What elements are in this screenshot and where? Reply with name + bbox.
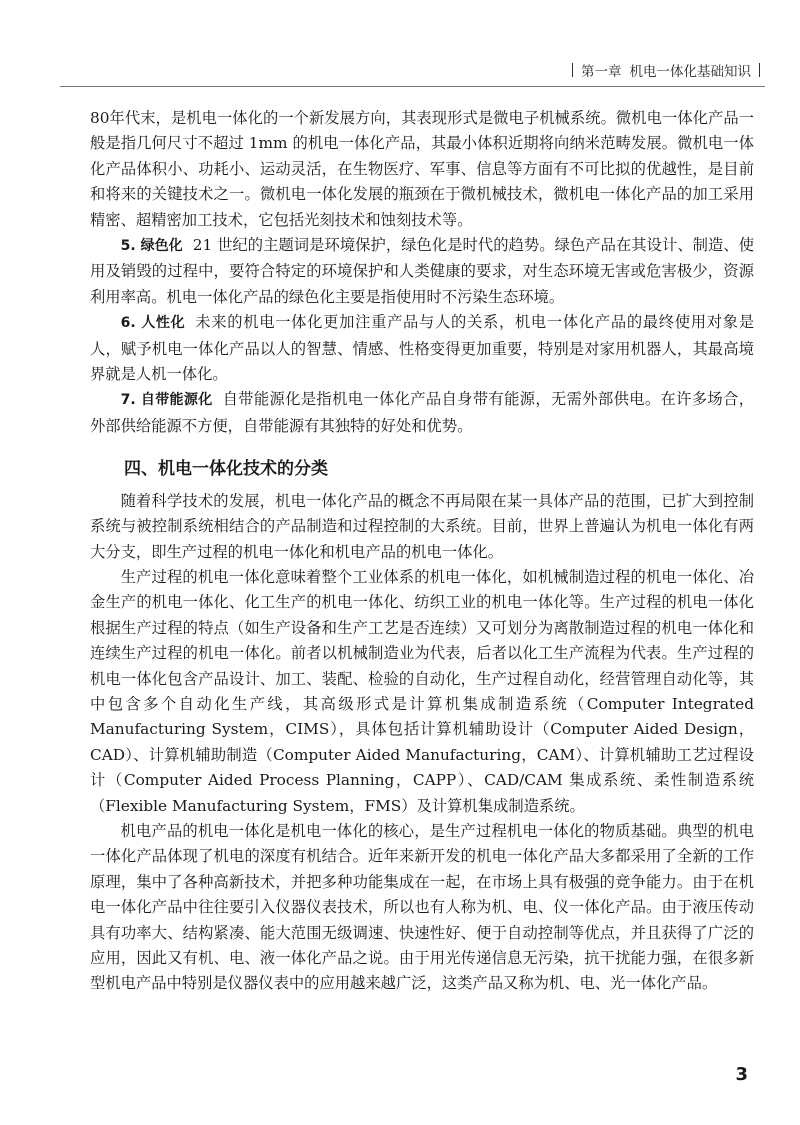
section-heading: 四、机电一体化技术的分类 (124, 459, 328, 480)
list-item-6-text: 未来的机电一体化更加注重产品与人的关系，机电一体化产品的最终使用对象是人，赋予机电一体化产品以人的智慧、情感、性格变得更加重要，特别是对家用机器人，其最高境界就是人机一体化。 (90, 313, 754, 384)
chapter-number: 第一章 (581, 64, 622, 80)
page-body (90, 106, 754, 997)
chapter-title: 机电一体化基础知识 (629, 64, 751, 80)
list-item-6-label: 6. 人性化 (120, 315, 186, 332)
paragraph-3: 机电产品的机电一体化是机电一体化的核心，是生产过程机电一体化的物质基础。典型的机电一体化产品体现了机电的深度有机结合。近年来新开发的机电一体化产品大多都采用了全新的工作原理，集中了各种高新技术，并把多种功能集成在一起，在市场上具有极强的竞争能力。由于在机电一体化产品中往往要引入仪器仪表技术，所以也有人称为机、电、仪一体化产品。由于液压传动具有功率大、结构紧凑、能大范围无级调速、快速性好、便于自动控制等优点，并且获得了广泛的应用，因此又有机、电、液一体化产品之说。由于用光传递信息无污染，抗干扰能力强，在很多新型机电产品中特别是仪器仪表中的应用越来越广泛，这类产品又称为机、电、光一体化产品。 (90, 821, 754, 993)
paragraph-continuation: 80年代末，是机电一体化的一个新发展方向，其表现形式是微电子机械系统。微机电一体化产品一般是指几何尺寸不超过 1mm 的机电一体化产品，其最小体积近期将向纳米范畴发展。微机电一体化产品体积小、功耗小、运动灵活，在生物医疗、军事、信息等方面有不可比拟的优越性，是目前和将来的关键技术之一。微机电一体化发展的瓶颈在于微机械技术，微机电一体化产品的加工采用精密、超精密加工技术，它包括光刻技术和蚀刻技术等。 (90, 109, 754, 229)
list-item-5 (90, 233, 754, 310)
paragraph-2: 生产过程的机电一体化意味着整个工业体系的机电一体化，如机械制造过程的机电一体化、冶金生产的机电一体化、化工生产的机电一体化、纺织工业的机电一体化等。生产过程的机电一体化根据生产过程的特点（如生产设备和生产工艺是否连续）又可划分为离散制造过程的机电一体化和连续生产过程的机电一体化。前者以机械制造业为代表，后者以化工生产流程为代表。生产过程的机电一体化包含产品设计、加工、装配、检验的自动化，生产过程自动化，经营管理自动化等，其中包含多个自动化生产线，其高级形式是计算机集成制造系统（Computer Integrated Manufacturing System，CIMS），具体包括计算机辅助设计（Computer Aided Design，CAD）、计算机辅助制造（Computer Aided Manufacturing，CAM）、计算机辅助工艺过程设计（Computer Aided Process Planning，CAPP）、CAD/CAM 集成系统、柔性制造系统（Flexible Manufacturing System，FMS）及计算机集成制造系统。 (90, 567, 754, 815)
list-item-5-label: 5. 绿色化 (120, 238, 183, 255)
paragraph-1: 随着科学技术的发展，机电一体化产品的概念不再局限在某一具体产品的范围，已扩大到控制系统与被控制系统相结合的产品制造和过程控制的大系统。目前，世界上普遍认为机电一体化有两大分支，即生产过程的机电一体化和机电产品的机电一体化。 (90, 491, 754, 561)
header-rule (60, 86, 765, 87)
page-number: 3 (735, 1064, 748, 1085)
running-head-bar-left (572, 63, 573, 77)
running-head-bar-right (759, 63, 760, 77)
list-item-6 (90, 310, 754, 387)
list-item-5-text: 21 世纪的主题词是环境保护，绿色化是时代的趋势。绿色产品在其设计、制造、使用及销毁的过程中，要符合特定的环境保护和人类健康的要求，对生态环境无害或危害极少，资源利用率高。机电一体化产品的绿色化主要是指使用时不污染生态环境。 (90, 236, 754, 306)
running-head (572, 60, 760, 80)
list-item-7-label: 7. 自带能源化 (120, 392, 213, 409)
list-item-7-text: 自带能源化是指机电一体化产品自身带有能源，无需外部供电。在许多场合，外部供给能源不方便，自带能源有其独特的好处和优势。 (90, 390, 754, 435)
list-item-7 (90, 387, 754, 439)
